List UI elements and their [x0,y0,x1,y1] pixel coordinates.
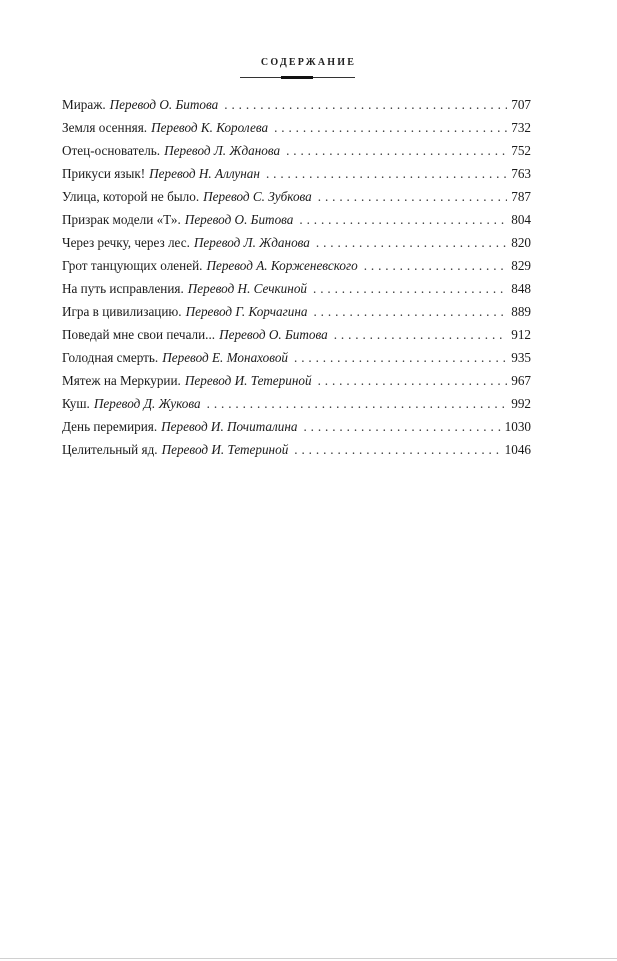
toc-entry-translator: Перевод И. Тетериной [161,442,289,457]
toc-leader-dots [266,162,507,185]
toc-entry-page: 889 [511,304,531,319]
toc-entry-title: Через речку, через лес. [62,235,190,250]
toc-entry-title: Голодная смерть. [62,350,159,365]
toc-entry-translator: Перевод О. Битова [109,97,219,112]
toc-leader-dots [274,116,507,139]
toc-leader-dots [207,392,508,415]
toc-entry [62,208,531,231]
toc-entry-page: 935 [511,350,531,365]
toc-entry-title: Грот танцующих оленей. [62,258,203,273]
toc-entry-title: Призрак модели «Т». [62,212,181,227]
toc-entry-translator: Перевод А. Корженевского [206,258,358,273]
toc-entry [62,392,531,415]
toc-entry-title: Мятеж на Меркурии. [62,373,181,388]
toc-entry-translator: Перевод И. Почиталина [161,419,298,434]
toc-leader-dots [313,277,507,300]
toc-leader-dots [294,438,500,461]
toc-heading: СОДЕРЖАНИЕ [260,57,357,68]
toc-leader-dots [316,231,507,254]
toc-entry [62,369,531,392]
toc-entry-translator: Перевод Е. Монаховой [162,350,289,365]
toc-entry-translator: Перевод О. Битова [219,327,328,342]
toc-entry-translator: Перевод Л. Жданова [164,143,281,158]
toc-leader-dots [303,415,500,438]
toc-entry-page: 912 [511,327,531,342]
toc-entry-title: Куш. [62,396,90,411]
toc-entry-page: 804 [511,212,531,227]
toc-entry [62,346,531,369]
toc-entry [62,93,531,116]
toc-entry-page: 829 [511,258,531,273]
toc-entry-title: Земля осенняя. [62,120,148,135]
toc-entry-title: Улица, которой не было. [62,189,200,204]
toc-entry-page: 820 [511,235,531,250]
toc-entry [62,438,531,461]
toc-entry [62,323,531,346]
toc-entry-title: Поведай мне свои печали... [62,327,216,342]
toc-entry-translator: Перевод С. Зубкова [203,189,312,204]
toc-leader-dots [364,254,508,277]
toc-entry [62,277,531,300]
toc-entry-title: Целительный яд. [62,442,158,457]
toc-entry-translator: Перевод Н. Сечкиной [187,281,308,296]
toc-entry-translator: Перевод О. Битова [184,212,294,227]
toc-entry-title: День перемирия. [62,419,158,434]
toc-entry [62,254,531,277]
toc-entry-title: Мираж. [62,97,106,112]
toc-entry-title: Отец-основатель. [62,143,161,158]
toc-entry-page: 967 [511,373,531,388]
toc-leader-dots [334,323,508,346]
toc-entry-title: Прикуси язык! [62,166,146,181]
toc-entry [62,116,531,139]
toc-leader-dots [318,369,508,392]
toc-entry-page: 992 [511,396,531,411]
toc-entry-title: Игра в цивилизацию. [62,304,182,319]
toc-entry [62,162,531,185]
toc-entry-translator: Перевод К. Королева [151,120,269,135]
toc-entry-translator: Перевод Н. Аллунан [149,166,260,181]
toc-entry [62,415,531,438]
toc-entry-page: 707 [511,97,531,112]
toc-entry-page: 787 [511,189,531,204]
toc-entry-translator: Перевод Д. Жукова [93,396,201,411]
toc-entry-page: 752 [511,143,531,158]
toc-entry-page: 848 [511,281,531,296]
toc-entry-page: 732 [511,120,531,135]
toc-entry-translator: Перевод И. Тетериной [184,373,312,388]
page-bottom-edge [0,958,617,959]
toc-entry-title: На путь исправления. [62,281,184,296]
toc-entry-translator: Перевод Л. Жданова [193,235,310,250]
toc-leader-dots [286,139,507,162]
toc-leader-dots [318,185,507,208]
toc-leader-dots [313,300,507,323]
toc-entry-page: 763 [511,166,531,181]
toc-entry [62,231,531,254]
heading-rule-accent [281,76,313,79]
toc-entry-page: 1046 [504,442,531,457]
toc-leader-dots [294,346,507,369]
toc-entry-page: 1030 [504,419,531,434]
toc-leader-dots [299,208,507,231]
toc-entry [62,300,531,323]
toc-entry [62,185,531,208]
toc-leader-dots [224,93,507,116]
toc-entry [62,139,531,162]
table-of-contents [62,93,531,461]
toc-entry-translator: Перевод Г. Корчагина [185,304,308,319]
